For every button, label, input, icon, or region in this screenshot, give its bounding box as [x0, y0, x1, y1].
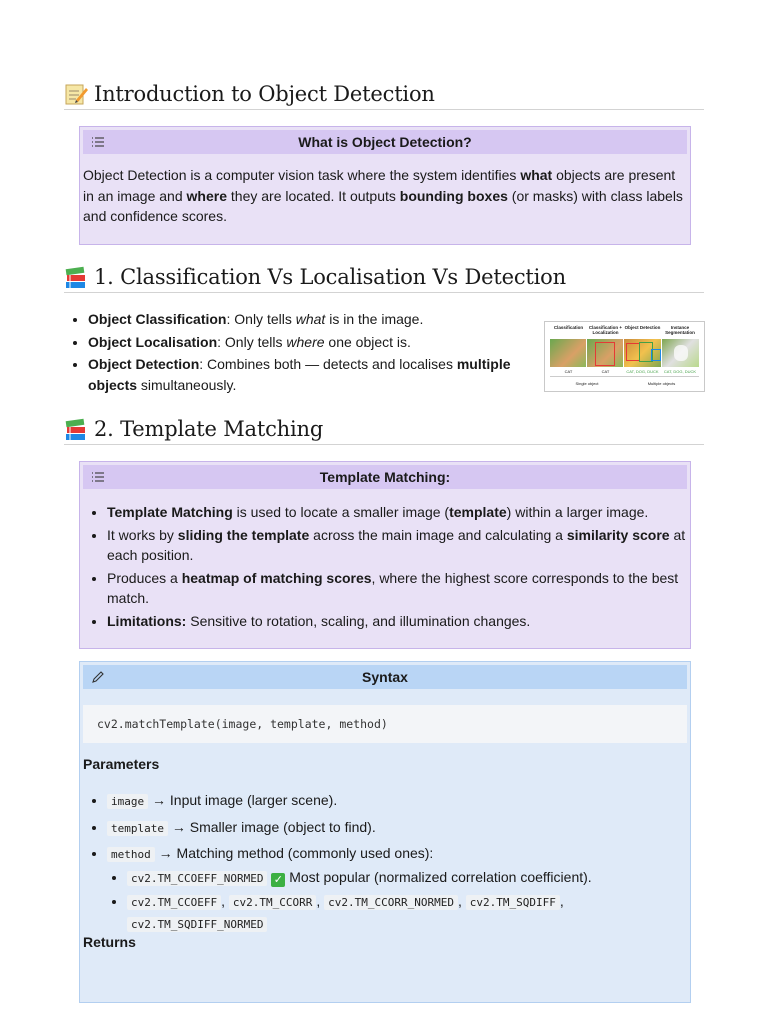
list-item: • Limitations: Sensitive to rotation, scaling, and illumination changes. [107, 611, 688, 632]
list-item: • Template Matching is used to locate a smaller image (template) within a larger image. [107, 502, 688, 523]
pencil-icon [91, 670, 105, 684]
list-item: • Object Classification: Only tells what is in the image. [88, 309, 553, 330]
intro-title: Introduction to Object Detection [94, 82, 435, 106]
figure-column-label: Instance Segmentation [665, 325, 695, 335]
section1-title: 1. Classification Vs Localisation Vs Detection [94, 265, 566, 289]
list-item: • cv2.TM_CCOEFF_NORMED ✓ Most popular (normalized correlation coefficient). [127, 867, 707, 889]
parameters-heading: Parameters [83, 756, 160, 772]
list-item: • method → Matching method (commonly used ones): • cv2.TM_CCOEFF_NORMED ✓ Most popular (normalized correlation coefficient). • cv2.TM_CCOEFF , cv2.TM_CCORR , cv2.TM_CCORR_NORMED , cv2.TM_SQDIFF , cv2.TM_SQDIFF_NORMED [107, 842, 707, 935]
intro-paragraph: Object Detection is a computer vision task where the system identifies what objects are present in an image and where they are located. It outputs bounding boxes (or masks) with class labels and confidence scores. [83, 167, 683, 224]
list-icon [91, 470, 105, 484]
code-block [83, 705, 687, 743]
detection-types-list [64, 309, 553, 397]
books-icon [64, 417, 90, 441]
figure-column-label: Classification + Localization [588, 325, 623, 335]
figure-label: CAT, DOG, DUCK [626, 369, 659, 374]
list-icon [91, 135, 105, 149]
figure-column-label: Classification [553, 325, 584, 330]
list-item: • Produces a heatmap of matching scores, where the highest score corresponds to the best match. [107, 568, 688, 609]
figure-label: CAT [564, 369, 573, 374]
parameters-list [83, 789, 707, 937]
detection-image [624, 339, 661, 367]
callout-header [83, 130, 687, 154]
object-detection-callout [79, 126, 691, 245]
callout-header [83, 665, 687, 689]
figure-label: CAT, DOG, DUCK [663, 369, 697, 374]
segmentation-image [662, 339, 699, 367]
callout-header [83, 465, 687, 489]
syntax-callout [79, 661, 691, 1003]
detection-comparison-figure [544, 321, 705, 392]
cat-image [550, 339, 586, 367]
list-item: • Object Localisation: Only tells where one object is. [88, 332, 553, 353]
list-item: • Object Detection: Combines both — detects and localises multiple objects simultaneously. [88, 354, 553, 395]
template-matching-callout [79, 461, 691, 649]
check-mark-icon: ✓ [271, 873, 285, 887]
figure-group-label: Single object [575, 381, 599, 386]
cat-localized-image [587, 339, 623, 367]
callout-title: What is Object Detection? [298, 134, 472, 150]
figure-group-label: Multiple objects [647, 381, 676, 386]
figure-column-label: Object Detection [624, 325, 661, 330]
section2-heading [64, 417, 704, 445]
list-item: • template → Smaller image (object to find). [107, 816, 707, 841]
section1-heading [64, 265, 704, 293]
figure-label: CAT [601, 369, 610, 374]
template-matching-list [80, 489, 688, 631]
list-item: • It works by sliding the template across the main image and calculating a similarity score at each position. [107, 525, 688, 566]
list-item: • cv2.TM_CCOEFF , cv2.TM_CCORR , cv2.TM_CCORR_NORMED , cv2.TM_SQDIFF , cv2.TM_SQDIFF_NORMED [127, 891, 707, 935]
memo-icon [64, 82, 90, 106]
returns-heading: Returns [83, 934, 136, 950]
section2-title: 2. Template Matching [94, 417, 324, 441]
list-item: • image → Input image (larger scene). [107, 789, 707, 814]
intro-heading [64, 82, 704, 110]
methods-list [107, 867, 707, 935]
books-icon [64, 265, 90, 289]
callout-title: Template Matching: [319, 469, 451, 485]
code-text: cv2.matchTemplate(image, template, method) [97, 717, 388, 731]
callout-title: Syntax [362, 669, 408, 685]
